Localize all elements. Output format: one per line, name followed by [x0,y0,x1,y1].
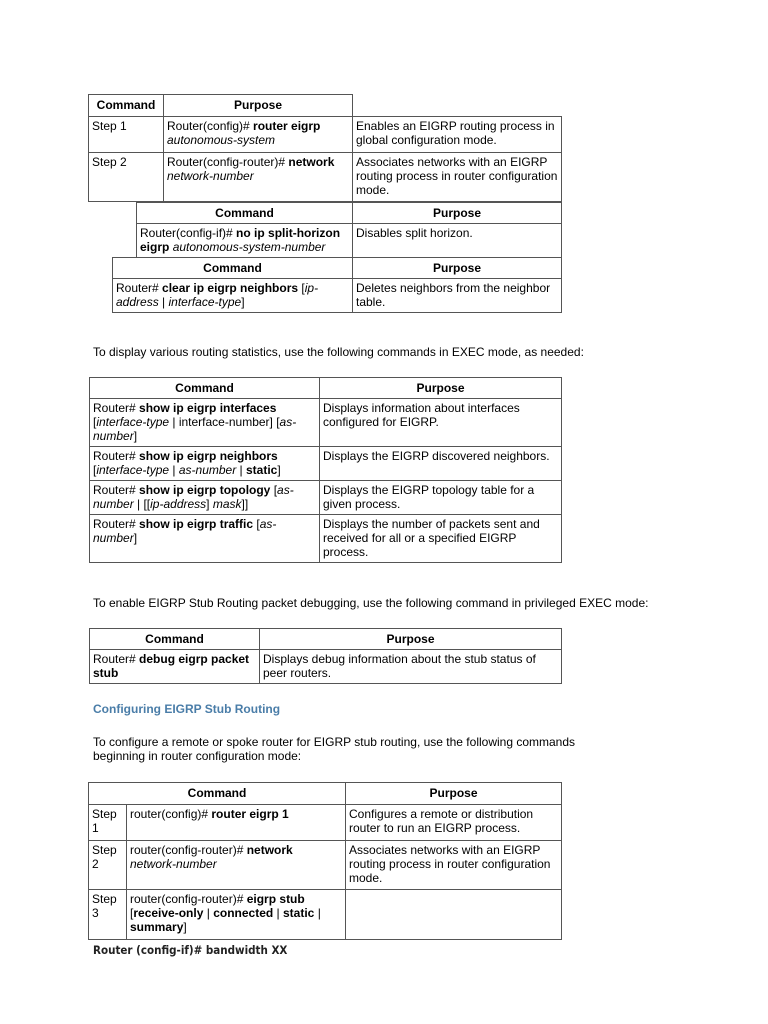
step-label: Step 2 [89,153,164,202]
command-cell: Router# clear ip eigrp neighbors [ip-address | interface-type] [113,279,353,313]
purpose-cell: Enables an EIGRP routing process in global configuration mode. [353,117,562,153]
column-header-command: Command [89,783,346,805]
table-row [90,515,562,563]
purpose-cell: Displays the number of packets sent and received for all or a specified EIGRP process. [320,515,562,563]
purpose-cell: Displays the EIGRP discovered neighbors. [320,447,562,481]
debug-command-table [89,628,562,684]
column-header-purpose: Purpose [164,95,353,117]
purpose-cell: Associates networks with an EIGRP routing process in router configuration mode. [353,153,562,202]
purpose-cell: Displays information about interfaces configured for EIGRP. [320,399,562,447]
table-row [89,890,562,940]
table-row [90,650,562,684]
purpose-cell: Associates networks with an EIGRP routing process in router configuration mode. [346,841,562,890]
step-label: Step 1 [89,805,127,841]
purpose-cell: Displays debug information about the stub status of peer routers. [260,650,562,684]
command-cell: Router(config-router)# network network-number [164,153,353,202]
table-row [90,481,562,515]
command-cell: Router# show ip eigrp neighbors [interface-type | as-number | static] [90,447,320,481]
split-horizon-table [136,202,562,258]
clear-neighbors-table [112,257,562,313]
purpose-cell [346,890,562,940]
column-header-command: Command [90,378,320,399]
paragraph-stub-debugging: To enable EIGRP Stub Routing packet debugging, use the following command in privileged EXEC mode: [93,596,649,610]
step-label: Step 1 [89,117,164,153]
command-cell: Router# show ip eigrp interfaces [interface-type | interface-number] [as-number] [90,399,320,447]
command-cell: Router(config-if)# no ip split-horizon eigrp autonomous-system-number [137,224,353,258]
step-label: Step 2 [89,841,127,890]
table-row [89,841,562,890]
paragraph-stub-routing: To configure a remote or spoke router for EIGRP stub routing, use the following commands beginning in router configuration mode: [93,735,576,763]
column-header-command: Command [90,629,260,650]
paragraph-routing-statistics: To display various routing statistics, use the following commands in EXEC mode, as needed: [93,345,584,359]
command-cell: router(config-router)# network network-number [127,841,346,890]
purpose-cell: Configures a remote or distribution router to run an EIGRP process. [346,805,562,841]
column-header-purpose: Purpose [346,783,562,805]
command-cell: router(config)# router eigrp 1 [127,805,346,841]
router-eigrp-commands-table [88,94,562,202]
column-header-purpose: Purpose [260,629,562,650]
command-cell: Router# show ip eigrp traffic [as-number] [90,515,320,563]
purpose-cell: Disables split horizon. [353,224,562,258]
table-row [90,447,562,481]
command-cell: Router# show ip eigrp topology [as-number | [[ip-address] mask]] [90,481,320,515]
table-row [90,399,562,447]
table-row [89,153,562,202]
stub-routing-commands-table [88,782,562,940]
footer-note: Router (config-if)# bandwidth XX [93,943,288,957]
table-row [89,805,562,841]
section-heading: Configuring EIGRP Stub Routing [93,702,281,716]
table-row [113,279,562,313]
column-header-purpose: Purpose [320,378,562,399]
command-cell: Router# debug eigrp packet stub [90,650,260,684]
column-header-purpose: Purpose [353,258,562,279]
command-cell: router(config-router)# eigrp stub [receive-only | connected | static | summary] [127,890,346,940]
purpose-cell: Deletes neighbors from the neighbor table. [353,279,562,313]
column-header-command: Command [113,258,353,279]
table-row [89,117,562,153]
column-header-command: Command [137,203,353,224]
step-label: Step 3 [89,890,127,940]
column-header-command: Command [89,95,164,117]
purpose-cell: Displays the EIGRP topology table for a given process. [320,481,562,515]
column-header-purpose: Purpose [353,203,562,224]
command-cell: Router(config)# router eigrp autonomous-system [164,117,353,153]
show-commands-table [89,377,562,563]
table-row [137,224,562,258]
